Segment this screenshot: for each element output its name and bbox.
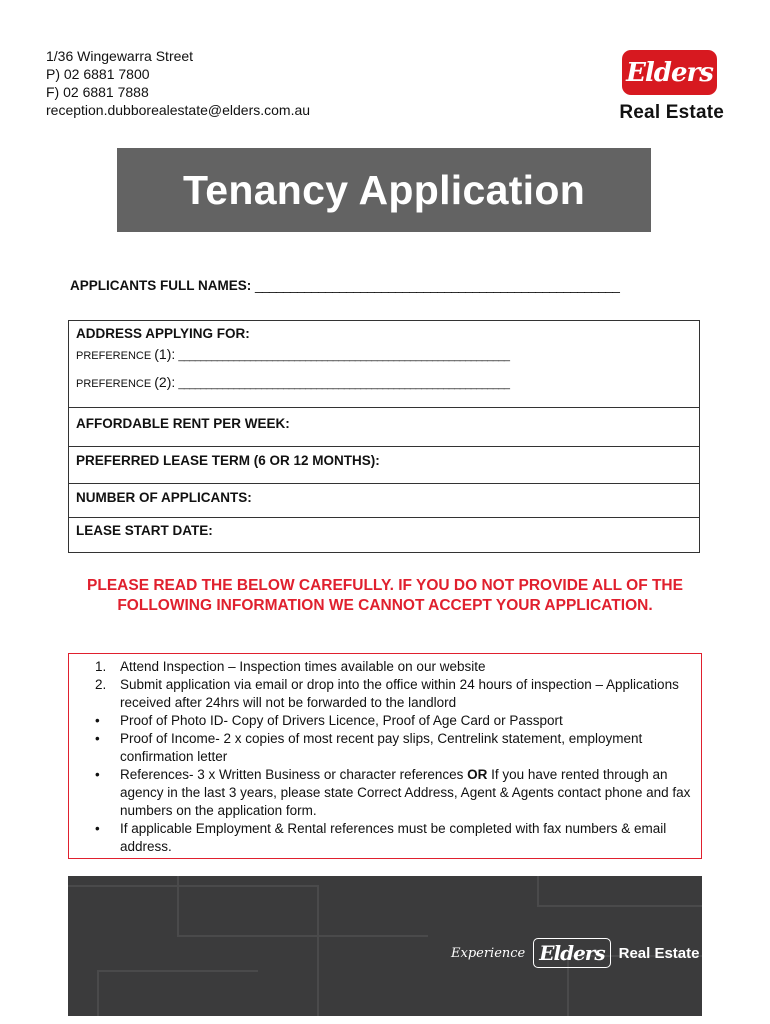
preference-1 (76, 346, 699, 362)
list-marker: • (95, 731, 100, 746)
preference-2 (76, 374, 699, 390)
title-banner (117, 148, 651, 232)
list-marker: 1. (95, 659, 107, 674)
requirements-list (95, 658, 695, 856)
footer-wordmark: Elders (539, 941, 605, 965)
list-item-text: Submit application via email or drop into the office within 24 hours of inspection – Applications received after 24hrs will not be forwarded to the landlord (120, 677, 679, 710)
address-label: ADDRESS APPLYING FOR: (76, 326, 250, 341)
preference-2-blank[interactable]: ____________________________________________________________ (178, 378, 510, 390)
list-item (95, 712, 695, 730)
list-item (95, 676, 695, 712)
list-marker: • (95, 821, 100, 836)
list-item (95, 820, 695, 856)
warning-line-2: FOLLOWING INFORMATION WE CANNOT ACCEPT YOUR APPLICATION. (117, 597, 653, 614)
list-item-text: If applicable Employment & Rental references must be completed with fax numbers & email address. (120, 821, 667, 854)
footer-banner (68, 876, 702, 1016)
footer-suffix: Real Estate (618, 944, 700, 962)
list-item-text: Proof of Photo ID- Copy of Drivers Licence, Proof of Age Card or Passport (120, 713, 563, 728)
contact-block (46, 47, 310, 119)
list-item-text-after: If you have rented through an agency in the last 3 years, please state Correct Address, Agent & Agents contact phone and fax numbers on the application form. (120, 767, 691, 818)
num-applicants-label: NUMBER OF APPLICANTS: (76, 490, 252, 505)
preference-1-label: PREFERENCE (76, 350, 155, 362)
warning-line-1: PLEASE READ THE BELOW CAREFULLY. IF YOU DO NOT PROVIDE ALL OF THE (87, 577, 683, 594)
footer-tagline: Experience (451, 945, 526, 961)
applicants-names-blank[interactable]: ____________________________________________________ (255, 278, 620, 293)
start-date-label: LEASE START DATE: (76, 523, 213, 538)
rent-row[interactable] (69, 407, 699, 446)
contact-phone: P) 02 6881 7800 (46, 66, 150, 82)
warning-notice (30, 576, 740, 616)
logo-wordmark: Elders (626, 57, 713, 88)
requirements-box (68, 653, 702, 859)
list-item (95, 658, 695, 676)
preference-1-num: (1): (154, 346, 176, 362)
list-item-text: Attend Inspection – Inspection times available on our website (120, 659, 486, 674)
list-item-bold: OR (467, 767, 488, 782)
application-form-table (68, 320, 700, 553)
list-item (95, 730, 695, 766)
lease-term-row[interactable] (69, 446, 699, 483)
preference-2-num: (2): (154, 374, 176, 390)
applicants-names-label: APPLICANTS FULL NAMES: (70, 278, 252, 293)
footer-logo-badge (533, 938, 610, 968)
preference-2-label: PREFERENCE (76, 378, 155, 390)
list-item-text: Proof of Income- 2 x copies of most recent pay slips, Centrelink statement, employment confirmation letter (120, 731, 643, 764)
lease-term-label: PREFERRED LEASE TERM (6 OR 12 MONTHS): (76, 453, 380, 468)
logo-subtitle: Real Estate (619, 102, 724, 123)
contact-address: 1/36 Wingewarra Street (46, 48, 194, 64)
address-row (69, 321, 699, 407)
footer-brand (451, 938, 699, 968)
page-title: Tenancy Application (182, 166, 586, 213)
list-marker: 2. (95, 677, 107, 692)
applicants-names-line (70, 278, 619, 293)
list-item-text-before: References- 3 x Written Business or character references (120, 767, 468, 782)
preference-1-blank[interactable]: ____________________________________________________________ (178, 350, 510, 362)
contact-fax: F) 02 6881 7888 (46, 84, 149, 100)
list-marker: • (95, 767, 100, 782)
contact-email: reception.dubborealestate@elders.com.au (46, 102, 311, 118)
num-applicants-row[interactable] (69, 483, 699, 517)
rent-label: AFFORDABLE RENT PER WEEK: (76, 416, 290, 431)
list-item (95, 766, 695, 820)
start-date-row[interactable] (69, 517, 699, 552)
list-marker: • (95, 713, 100, 728)
elders-logo (612, 50, 724, 124)
elders-logo-badge (622, 50, 717, 95)
